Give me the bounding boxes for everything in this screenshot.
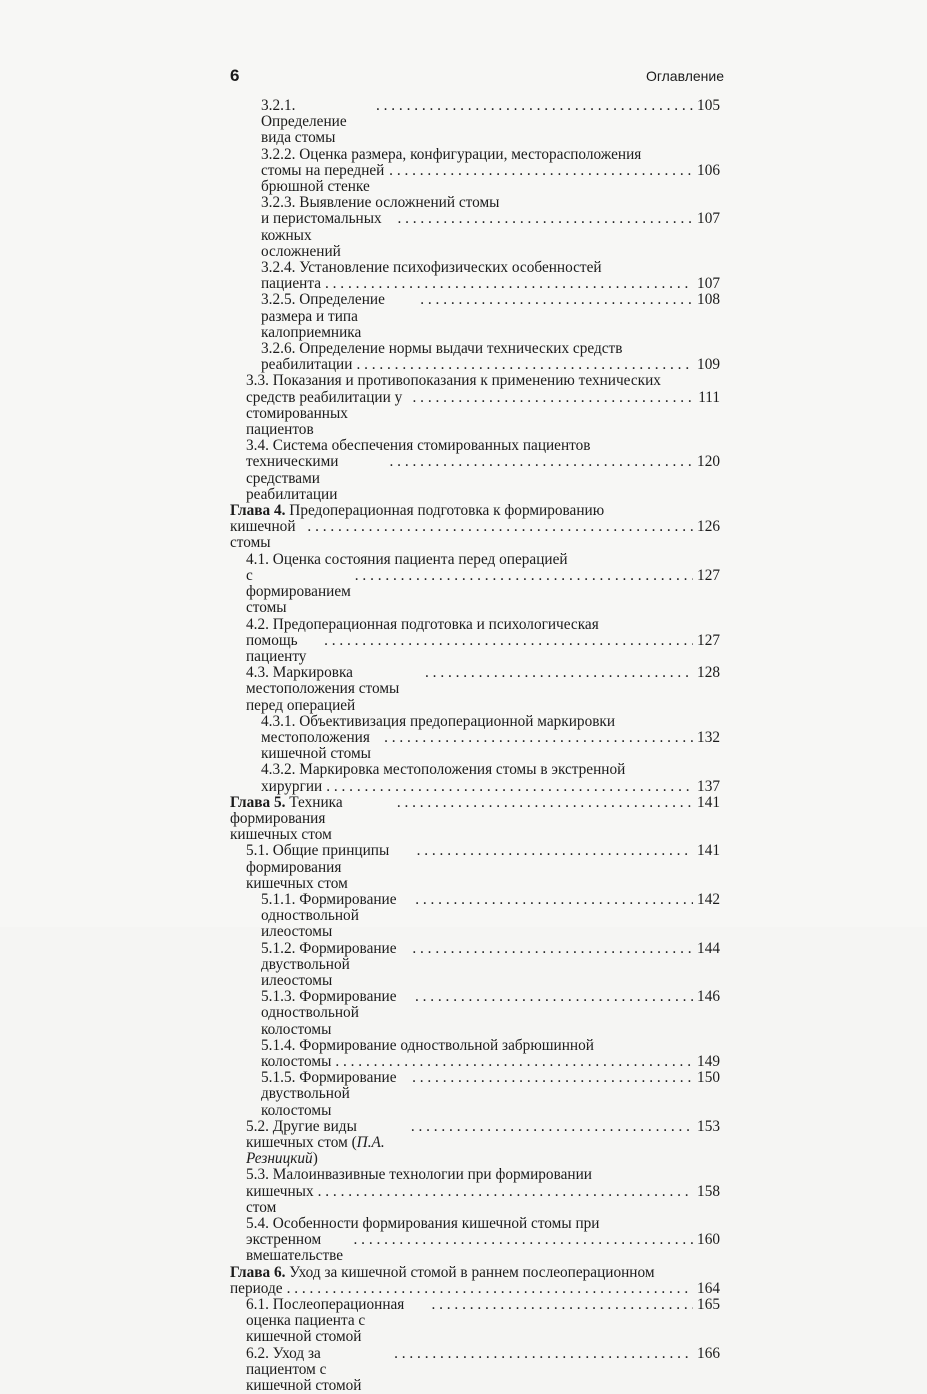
dot-leader	[324, 633, 693, 649]
toc-entry-text: экстренном вмешательстве	[246, 1231, 344, 1265]
dot-leader	[397, 211, 693, 227]
toc-entry-text: Техника формирования кишечных стом	[230, 794, 343, 844]
author-name: П.А. Резницкий	[246, 1134, 385, 1168]
toc-section-entry	[230, 1038, 720, 1070]
toc-entry-text: пациента	[261, 275, 321, 293]
toc-page-number: 108	[697, 292, 720, 309]
toc-section-entry	[230, 292, 720, 341]
toc-section-entry	[230, 843, 720, 892]
dot-leader	[318, 1184, 693, 1200]
toc-section-entry	[230, 260, 720, 292]
dot-leader	[354, 1232, 694, 1248]
toc-section-entry	[230, 989, 720, 1038]
toc-entry-text: помощь пациенту	[246, 631, 307, 665]
toc-entry-text: 6.2. Уход за пациентом с кишечной стомой	[246, 1345, 362, 1394]
toc-entry-text: 3.2.1. Определение вида стомы	[261, 98, 347, 147]
toc-page-number: 132	[697, 728, 720, 746]
dot-leader	[431, 1297, 693, 1313]
dot-leader	[326, 779, 693, 795]
toc-entry-text: 5.2. Другие виды кишечных стом (	[246, 1118, 357, 1151]
toc-entry-text: средств реабилитации у стомированных пациентов	[246, 388, 403, 439]
toc-page-number: 166	[697, 1345, 720, 1362]
toc-page-number: 109	[697, 356, 720, 374]
toc-section-entry	[230, 438, 720, 503]
dot-leader	[397, 795, 693, 811]
dot-leader	[390, 454, 694, 470]
toc-page-number: 160	[697, 1231, 720, 1249]
toc-entry-text: 6.1. Послеоперационная оценка пациента с кишечной стомой	[246, 1297, 405, 1346]
toc-entry-text: 5.1.5. Формирование двуствольной колостомы	[261, 1070, 397, 1119]
toc-entry-text: 5.1.2. Формирование двуствольной илеостомы	[261, 940, 397, 989]
dot-leader	[356, 357, 693, 373]
toc-section-entry	[230, 665, 720, 714]
toc-page-number: 164	[697, 1279, 720, 1297]
toc-entry-text: 4.3. Маркировка местоположения стомы перед операцией	[246, 665, 400, 714]
toc-page-number: 120	[697, 453, 720, 471]
toc-entry-text: реабилитации	[261, 356, 353, 374]
toc-entry-text: 5.4. Особенности формирования кишечной стомы при	[246, 1216, 600, 1233]
chapter-label: Глава 4.	[230, 503, 286, 520]
toc-entry-text: 4.2. Предоперационная подготовка и психологическая	[246, 616, 599, 633]
dot-leader	[287, 1281, 693, 1297]
closing-paren: )	[312, 1150, 318, 1168]
toc-entry-text: кишечных стом	[246, 1182, 314, 1216]
toc-page-number: 127	[697, 566, 720, 584]
chapter-label: Глава 6.	[230, 1264, 286, 1281]
toc-section-entry	[230, 147, 720, 196]
dot-leader	[425, 665, 693, 681]
dot-leader	[376, 98, 693, 114]
toc-page-number: 149	[697, 1052, 720, 1070]
dot-leader	[355, 568, 693, 584]
toc-section-entry	[230, 714, 720, 763]
toc-entry-text: Уход за кишечной стомой в раннем послеоперационном	[285, 1264, 655, 1281]
toc-page-number: 165	[697, 1297, 720, 1314]
toc-entry-text: 3.2.6. Определение нормы выдачи технических средств	[261, 341, 623, 358]
running-title: Оглавление	[645, 68, 724, 84]
toc-page-number: 111	[698, 388, 720, 406]
dot-leader	[335, 1054, 693, 1070]
toc-chapter-entry	[230, 1265, 720, 1297]
toc-page-number: 150	[697, 1070, 720, 1087]
dot-leader	[325, 276, 693, 292]
toc-chapter-entry	[230, 795, 720, 844]
toc-section-entry	[230, 1070, 720, 1119]
dot-leader	[411, 1119, 693, 1135]
toc-entry-text: местоположения кишечной стомы	[261, 728, 371, 763]
toc-page-number: 106	[697, 161, 720, 179]
dot-leader	[415, 989, 693, 1005]
toc-page-number: 128	[697, 665, 720, 682]
toc-entry-text: 5.1. Общие принципы формирования кишечных стом	[246, 843, 390, 892]
chapter-label: Глава 5.	[230, 794, 286, 811]
toc-section-entry	[230, 1119, 720, 1168]
toc-entry-text: кишечной стомы	[230, 518, 296, 552]
dot-leader	[394, 1346, 693, 1362]
page-number: 6	[230, 66, 240, 85]
dot-leader	[412, 1070, 693, 1086]
dot-leader	[413, 390, 694, 406]
toc-entry-text: колостомы	[261, 1052, 332, 1070]
toc-section-entry	[230, 341, 720, 373]
toc-chapter-entry	[230, 503, 720, 552]
toc-section-entry	[230, 1297, 720, 1346]
toc-entry-text: 3.2.5. Определение размера и типа калоприемника	[261, 292, 385, 341]
dot-leader	[389, 163, 693, 179]
toc-section-entry	[230, 552, 720, 617]
toc-entry-text: Предоперационная подготовка к формированию	[285, 503, 605, 520]
toc-section-entry	[230, 617, 720, 666]
toc-page-number: 107	[697, 275, 720, 293]
toc-page-number: 158	[697, 1182, 720, 1200]
dot-leader	[384, 730, 693, 746]
toc-section-entry	[230, 892, 720, 941]
toc-entry-text: 4.1. Оценка состояния пациента перед операцией	[246, 551, 568, 568]
toc-entry-text: стомы на передней брюшной стенке	[261, 161, 385, 196]
toc-entry-text: периоде	[230, 1279, 283, 1297]
toc-section-entry	[230, 98, 720, 147]
toc-entry-text: 3.3. Показания и противопоказания к применению технических	[246, 373, 661, 390]
toc-page-number: 107	[697, 210, 720, 228]
toc-section-entry	[230, 1346, 720, 1394]
toc-page-number: 146	[697, 989, 720, 1006]
toc-page-number: 142	[697, 891, 720, 908]
toc-entry-text: 3.2.4. Установление психофизических особенностей	[261, 260, 602, 277]
toc-page-number: 144	[697, 940, 720, 957]
toc-section-entry	[230, 941, 720, 990]
toc-entry-text: 3.4. Система обеспечения стомированных пациентов	[246, 438, 591, 455]
table-of-contents	[230, 98, 720, 1394]
dot-leader	[417, 843, 693, 859]
toc-section-entry	[230, 762, 720, 794]
toc-entry-text: 4.3.1. Объективизация предоперационной маркировки	[261, 713, 616, 730]
toc-entry-text: 5.3. Малоинвазивные технологии при формировании	[246, 1167, 592, 1184]
toc-entry-text: хирургии	[261, 777, 323, 795]
toc-page-number: 137	[697, 777, 720, 795]
toc-entry-text: техническими средствами реабилитации	[246, 453, 339, 503]
dot-leader	[412, 941, 693, 957]
toc-entry-text: 3.2.3. Выявление осложнений стомы	[261, 195, 500, 212]
toc-page-number: 141	[697, 794, 720, 811]
toc-page-number: 127	[697, 631, 720, 649]
toc-entry-text: 5.1.1. Формирование одноствольной илеостомы	[261, 891, 397, 941]
toc-entry-text: 4.3.2. Маркировка местоположения стомы в экстренной	[261, 762, 626, 779]
toc-page-number: 105	[697, 98, 720, 114]
toc-section-entry	[230, 1167, 720, 1216]
toc-page-number: 153	[697, 1118, 720, 1135]
toc-entry-text: 5.1.3. Формирование одноствольной колостомы	[261, 989, 397, 1038]
toc-entry-text: 5.1.4. Формирование одноствольной забрюшинной	[261, 1037, 594, 1054]
dot-leader	[420, 292, 693, 308]
toc-section-entry	[230, 373, 720, 438]
toc-page-number: 141	[697, 843, 720, 860]
toc-entry-text: и перистомальных кожных осложнений	[261, 210, 382, 260]
toc-section-entry	[230, 1216, 720, 1265]
toc-entry-text: 3.2.2. Оценка размера, конфигурации, месторасположения	[261, 146, 642, 163]
dot-leader	[415, 892, 693, 908]
page-header	[230, 66, 724, 88]
toc-entry-text: с формированием стомы	[246, 566, 351, 617]
toc-section-entry	[230, 195, 720, 260]
dot-leader	[307, 519, 693, 535]
toc-page-number: 126	[697, 518, 720, 536]
